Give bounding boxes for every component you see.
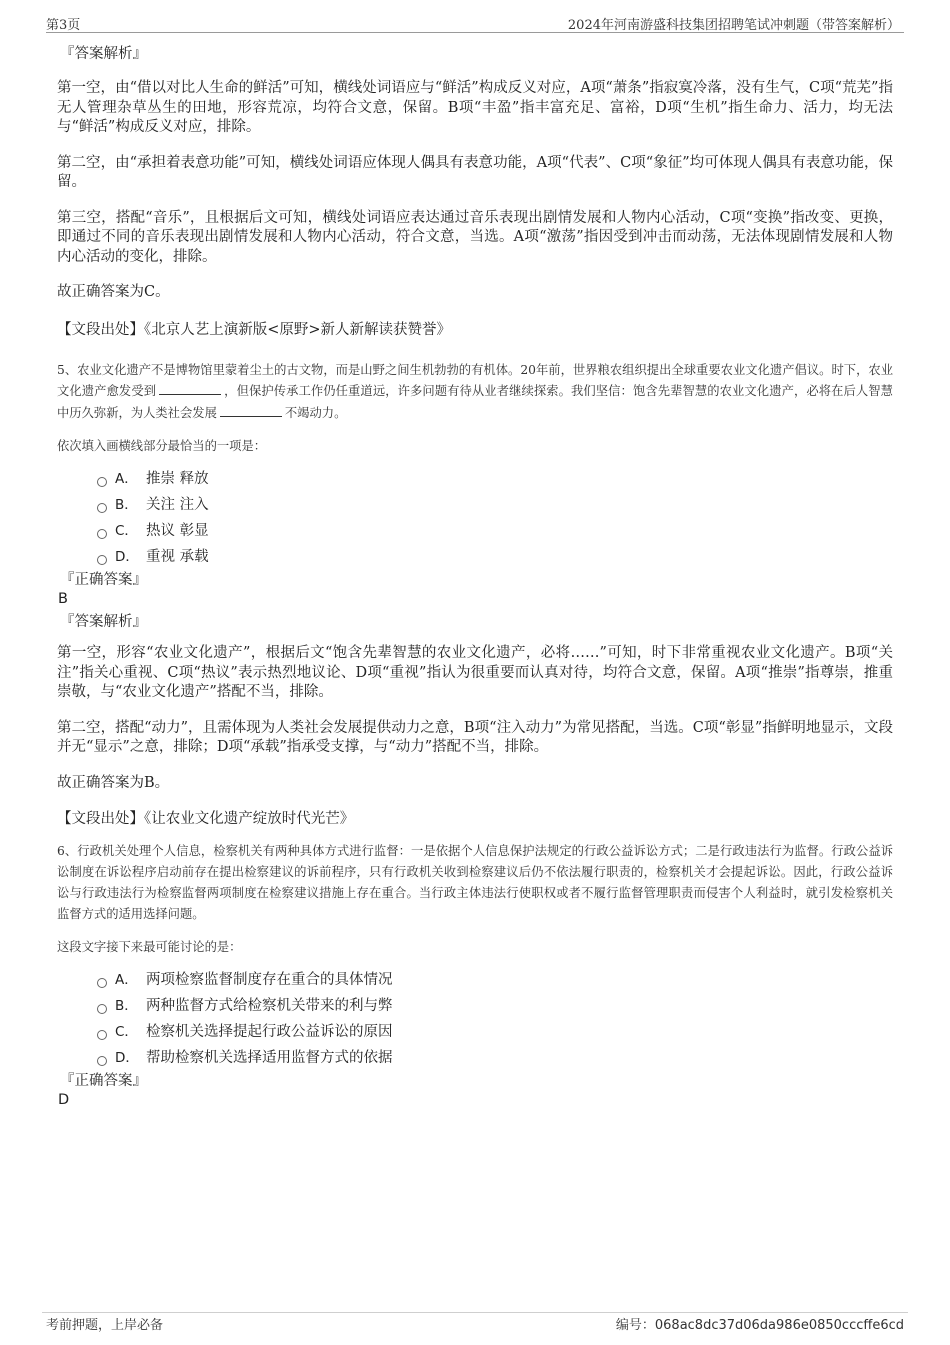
- option-text: 重视 承载: [146, 549, 209, 565]
- q4-analysis: [57, 44, 893, 340]
- q5-option-c[interactable]: [57, 520, 893, 546]
- q4-source: 【文段出处】《北京人艺上演新版<原野>新人新解读获赞誉》: [57, 321, 452, 338]
- q5-option-a[interactable]: [57, 468, 893, 494]
- option-key: A．: [115, 972, 138, 988]
- q4-analysis-paragraph-2: 第二空，由“承担着表意功能”可知，横线处词语应体现人偶具有表意功能，A项“代表”、C项“象征”均可体现人偶具有表意功能，保留。: [57, 154, 893, 190]
- q6-option-b[interactable]: [57, 995, 893, 1021]
- q5-stem: [57, 360, 893, 425]
- option-text: 关注 注入: [146, 497, 209, 513]
- option-text: 两种监督方式给检察机关带来的利与弊: [146, 998, 393, 1014]
- q6-option-a[interactable]: [57, 969, 893, 995]
- q5-correct-answer: B: [58, 591, 68, 607]
- q5-stem-part-1: 5、农业文化遗产不是博物馆里蒙着尘土的古文物，而是山野之间生机勃勃的有机体。20年前，世界粮农组织提出全球重要农业文化遗产倡议。时下，农业文化遗产愈发受到: [57, 362, 893, 398]
- footer-divider: [42, 1312, 908, 1313]
- q6-option-c[interactable]: [57, 1021, 893, 1047]
- q6-option-d[interactable]: [57, 1047, 893, 1073]
- question-5: [57, 360, 893, 830]
- page-header: [46, 12, 904, 33]
- q6-correct-answer: D: [58, 1092, 70, 1108]
- q5-blank-1: [159, 382, 221, 395]
- q5-correct-label: 『正确答案』: [60, 572, 147, 588]
- option-text: 推崇 释放: [146, 471, 209, 487]
- q4-analysis-paragraph-3: 第三空，搭配“音乐”，且根据后文可知，横线处词语应表达通过音乐表现出剧情发展和人物内心活动，C项“变换”指改变、更换，即通过不同的音乐表现出剧情发展和人物内心活动，符合文意，当选。A项“激荡”指因受到冲击而动荡，无法体现剧情发展和人物内心活动的变化，排除。: [57, 209, 893, 265]
- option-key: C．: [115, 523, 138, 539]
- option-key: D．: [115, 1050, 139, 1066]
- q5-option-b[interactable]: [57, 494, 893, 520]
- radio-icon[interactable]: [97, 529, 107, 539]
- q5-stem-part-3: 不竭动力。: [284, 405, 347, 420]
- option-key: C．: [115, 1024, 138, 1040]
- footer-slogan: 考前押题，上岸必备: [46, 1318, 164, 1333]
- q5-source: 【文段出处】《让农业文化遗产绽放时代光芒》: [57, 811, 355, 827]
- radio-icon[interactable]: [97, 555, 107, 565]
- radio-icon[interactable]: [97, 978, 107, 988]
- q6-stem: 6、行政机关处理个人信息，检察机关有两种具体方式进行监督：一是依据个人信息保护法规定的行政公益诉讼方式；二是行政违法行为监督。行政公益诉讼制度在诉讼程序启动前存在提出检察建议的诉前程序，只有行政机关收到检察建议后仍不依法履行职责的，检察机关才会提起诉讼。因此，行政公益诉讼与行政违法行为检察监督两项制度在检察建议措施上存在重合。当行政主体违法行使职权或者不履行监督管理职责而侵害个人利益时，就引发检察机关监督方式的适用选择问题。: [57, 844, 893, 921]
- q4-analysis-paragraph-1: 第一空，由“借以对比人生命的鲜活”可知，横线处词语应与“鲜活”构成反义对应，A项“萧条”指寂寞冷落，没有生气，C项“荒芜”指无人管理杂草丛生的田地，形容荒凉，均符合文意，保留。B项“丰盈”指丰富充足、富裕，D项“生机”指生命力、活力，均无法与“鲜活”构成反义对应，排除。: [57, 80, 893, 135]
- page-content: [57, 44, 893, 1109]
- q4-analysis-label: 『答案解析』: [60, 46, 147, 62]
- option-key: A．: [115, 471, 138, 487]
- option-text: 热议 彰显: [146, 523, 209, 539]
- q5-options: [57, 468, 893, 572]
- option-key: B．: [115, 497, 138, 513]
- q5-analysis-paragraph-1: 第一空，形容“农业文化遗产”，根据后文“饱含先辈智慧的农业文化遗产，必将……”可知，时下非常重视农业文化遗产。B项“关注”指关心重视、C项“热议”表示热烈地议论、D项“重视”指认为很重要而认真对待，均符合文意，保留。A项“推崇”指尊崇，推重崇敬，与“农业文化遗产”搭配不当，排除。: [57, 645, 893, 700]
- page-number: 第3页: [46, 18, 81, 33]
- radio-icon[interactable]: [97, 1056, 107, 1066]
- option-key: D．: [115, 549, 139, 565]
- q5-analysis-label: 『答案解析』: [60, 614, 147, 630]
- option-key: B．: [115, 998, 138, 1014]
- q6-options: [57, 969, 893, 1073]
- q5-blank-2: [220, 404, 282, 417]
- q4-conclusion: 故正确答案为C。: [57, 284, 170, 300]
- q5-option-d[interactable]: [57, 546, 893, 572]
- page-footer: [46, 1314, 904, 1332]
- radio-icon[interactable]: [97, 503, 107, 513]
- document-title: 2024年河南游盛科技集团招聘笔试冲刺题（带答案解析）: [567, 18, 900, 33]
- question-6: [57, 841, 893, 1109]
- document-code: 编号：068ac8dc37d06da986e0850cccffe6cd: [615, 1318, 904, 1333]
- option-text: 帮助检察机关选择适用监督方式的依据: [146, 1050, 393, 1066]
- q5-analysis-paragraph-2: 第二空，搭配“动力”，且需体现为人类社会发展提供动力之意，B项“注入动力”为常见搭配，当选。C项“彰显”指鲜明地显示，文段并无“显示”之意，排除；D项“承载”指承受支撑，与“动力”搭配不当，排除。: [57, 719, 893, 755]
- radio-icon[interactable]: [97, 1030, 107, 1040]
- option-text: 检察机关选择提起行政公益诉讼的原因: [146, 1024, 393, 1040]
- q5-conclusion: 故正确答案为B。: [57, 774, 170, 791]
- radio-icon[interactable]: [97, 477, 107, 487]
- radio-icon[interactable]: [97, 1004, 107, 1014]
- q6-prompt: 这段文字接下来最可能讨论的是：: [57, 940, 242, 954]
- q6-correct-label: 『正确答案』: [60, 1073, 147, 1089]
- option-text: 两项检察监督制度存在重合的具体情况: [146, 972, 393, 988]
- q5-stem-part-2: ，但保护传承工作仍任重道远，许多问题有待从业者继续探索。我们坚信：饱含先辈智慧的农业文化遗产，必将在后人智慧中历久弥新，为人类社会发展: [57, 384, 893, 420]
- q5-prompt: 依次填入画横线部分最恰当的一项是：: [57, 439, 267, 453]
